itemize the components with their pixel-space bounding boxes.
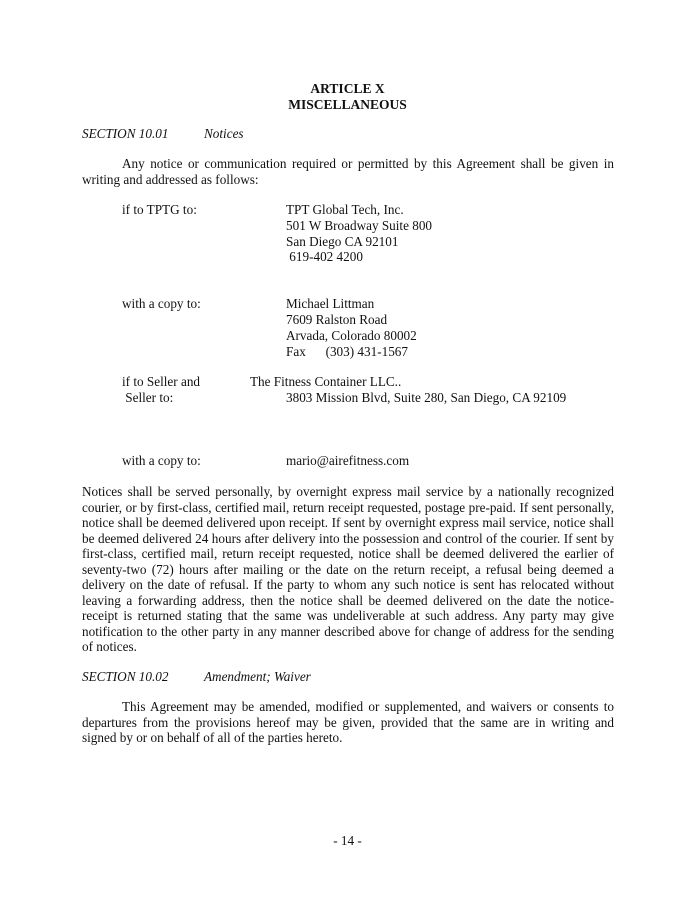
- tptg-phone: 619-402 4200: [286, 249, 363, 264]
- amendment-paragraph: This Agreement may be amended, modified or supplemented, and waivers or consents to departures from the provisions hereof may be given, provided that the same are in writing and signed by or on behalf of all of the parties hereto.: [82, 699, 614, 745]
- copy-email: mario@airefitness.com: [286, 453, 410, 468]
- section-10-01-heading: Notices: [204, 126, 244, 141]
- copy-address-line: 7609 Ralston Road: [286, 312, 388, 327]
- article-subtitle: MISCELLANEOUS: [288, 97, 407, 112]
- seller-label-cont: Seller to:: [122, 390, 174, 405]
- section-10-02-number: SECTION 10.02: [82, 669, 169, 684]
- tptg-address-line: 501 W Broadway Suite 800: [286, 218, 433, 233]
- copy-address-line: Arvada, Colorado 80002: [286, 328, 417, 343]
- copy-to-label: with a copy to:: [122, 296, 201, 311]
- copy-address-line: Michael Littman: [286, 296, 375, 311]
- tptg-label: if to TPTG to:: [122, 202, 197, 217]
- seller-label: if to Seller and: [122, 374, 201, 389]
- notice-intro-paragraph: Any notice or communication required or permitted by this Agreement shall be given in writing and addressed as follows:: [82, 156, 614, 187]
- tptg-address-line: San Diego CA 92101: [286, 234, 399, 249]
- section-10-02-heading: Amendment; Waiver: [204, 669, 311, 684]
- copy-to-label: with a copy to:: [122, 453, 201, 468]
- notice-body-paragraph: Notices shall be served personally, by overnight express mail service by a nationally recognized courier, or by first-class, certified mail, return receipt requested, postage pre-paid. If sent personally, notice shall be deemed delivered upon receipt. If sent by overnight express mail service, notice shall be deemed delivered 24 hours after delivery into the possession and control of the courier. If sent by first-class, certified mail, return receipt requested, notice shall be deemed delivered the earlier of seventy-two (72) hours after mailing or the date on the return receipt, a refusal being deemed a delivery on the date of refusal. If the party to whom any such notice is sent has relocated without leaving a forwarding address, then the notice shall be deemed delivered on the date the notice-receipt is returned stating that the same was undeliverable at such address. Any party may give notification to the other party in any manner described above for change of address for the sending of notices.: [82, 484, 614, 654]
- section-10-01-number: SECTION 10.01: [82, 126, 169, 141]
- seller-address: 3803 Mission Blvd, Suite 280, San Diego, CA 92109: [286, 390, 567, 405]
- copy-fax: Fax (303) 431-1567: [286, 344, 408, 359]
- tptg-address-line: TPT Global Tech, Inc.: [286, 202, 404, 217]
- page-number: - 14 -: [333, 833, 362, 848]
- article-title: ARTICLE X: [310, 81, 385, 96]
- seller-name: The Fitness Container LLC..: [250, 374, 402, 389]
